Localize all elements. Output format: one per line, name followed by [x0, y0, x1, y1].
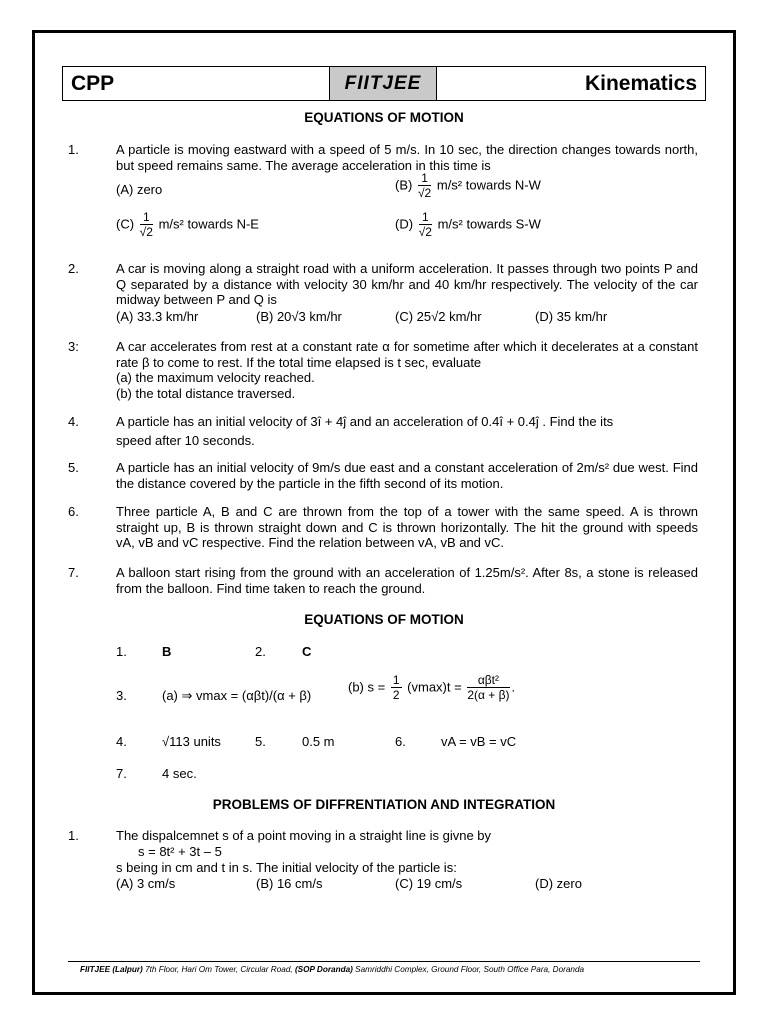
q2-text: A car is moving along a straight road with a uniform acceleration. It passes through two points P and Q separated by a distance with velocity 30 km/hr and 40 km/hr respectively. The velocity of the car midway between P and Q is	[116, 261, 698, 307]
q4-number: 4.	[68, 414, 79, 429]
q2-number: 2.	[68, 261, 79, 276]
ans-5-number: 5.	[255, 734, 266, 749]
q3-number: 3:	[68, 339, 79, 354]
header-topic: Kinematics	[584, 71, 697, 95]
ans-7-number: 7.	[116, 766, 127, 781]
q1-option-c: (C) $\frac{1}{√2}$ m/s² towards N-E	[116, 210, 259, 239]
p1-number: 1.	[68, 828, 79, 843]
ans-2-value: C	[302, 644, 312, 659]
section-title-2: EQUATIONS OF MOTION	[304, 612, 464, 627]
footer-brand: FIITJEE	[80, 965, 111, 974]
q2-option-a: (A) 33.3 km/hr	[116, 309, 199, 324]
q3-part-b: (b) the total distance traversed.	[116, 386, 296, 401]
q3-part-a: (a) the maximum velocity reached.	[116, 370, 315, 385]
ans-3-part-b: (b) s = $\frac{1}{2}$ (vmax)t = $\frac{\text{αβt²}}{2(\alpha + \beta)}$ .	[348, 673, 516, 702]
p1-text: The dispalcemnet s of a point moving in a straight line is givne by	[116, 828, 492, 843]
ans-2-number: 2.	[255, 644, 266, 659]
p1-option-d: (D) zero	[535, 876, 582, 891]
section-title-1: EQUATIONS OF MOTION	[304, 110, 464, 125]
q1-option-d: (D) $\frac{1}{√2}$ m/s² towards S-W	[395, 210, 541, 239]
footer-divider	[68, 961, 700, 962]
ans-4-value: √113 units	[162, 734, 221, 749]
page-header	[62, 66, 706, 101]
ans-4-number: 4.	[116, 734, 127, 749]
ans-6-value: vA = vB = vC	[441, 734, 517, 749]
footer-address: FIITJEE (Lalpur) 7th Floor, Hari Om Tower, Circular Road, (SOP Doranda) Samriddhi Complex, Ground Floor, South Office Para, Doranda	[80, 965, 585, 974]
q2-option-d: (D) 35 km/hr	[535, 309, 608, 324]
q1-text: A particle is moving eastward with a speed of 5 m/s. In 10 sec, the direction changes towards north, but speed remains same. The average acceleration in this time is	[116, 142, 698, 173]
q4-text-line2: speed after 10 seconds.	[116, 433, 255, 448]
q4-text-line1: A particle has an initial velocity of 3î + 4ĵ and an acceleration of 0.4î + 0.4ĵ . Find the its	[116, 414, 614, 429]
q5-number: 5.	[68, 460, 79, 475]
q6-text: Three particle A, B and C are thrown from the top of a tower with the same speed. A is thrown straight up, B is thrown straight down and C is thrown horizontally. The hit the ground with speeds vA, vB and vC respective. Find the relation between vA, vB and vC.	[116, 504, 698, 550]
q7-text: A balloon start rising from the ground with an acceleration of 1.25m/s². After 8s, a stone is released from the balloon. Find time taken to reach the ground.	[116, 565, 698, 596]
q1-option-a: (A) zero	[116, 182, 163, 197]
header-cpp: CPP	[71, 71, 115, 95]
p1-equation: s = 8t² + 3t – 5	[138, 844, 222, 859]
ans-5-value: 0.5 m	[302, 734, 335, 749]
ans-1-number: 1.	[116, 644, 127, 659]
ans-1-value: B	[162, 644, 172, 659]
ans-6-number: 6.	[395, 734, 406, 749]
p1-option-a: (A) 3 cm/s	[116, 876, 176, 891]
p1-text-2: s being in cm and t in s. The initial velocity of the particle is:	[116, 860, 457, 875]
q7-number: 7.	[68, 565, 79, 580]
q2-option-b: (B) 20√3 km/hr	[256, 309, 342, 324]
p1-option-c: (C) 19 cm/s	[395, 876, 463, 891]
q6-number: 6.	[68, 504, 79, 519]
q3-text: A car accelerates from rest at a constant rate α for sometime after which it decelerates at a constant rate β to come to rest. If the total time elapsed is t sec, evaluate	[116, 339, 698, 370]
q1-number: 1.	[68, 142, 79, 157]
q1-option-b: (B) $\frac{1}{√2}$ m/s² towards N-W	[395, 171, 541, 200]
ans-3-number: 3.	[116, 688, 127, 703]
p1-option-b: (B) 16 cm/s	[256, 876, 323, 891]
ans-7-value: 4 sec.	[162, 766, 197, 781]
ans-3-part-a: (a) ⇒ vmax = (αβt)/(α + β)	[162, 688, 312, 703]
q2-option-c: (C) 25√2 km/hr	[395, 309, 482, 324]
header-logo: FIITJEE	[329, 67, 437, 100]
q5-text: A particle has an initial velocity of 9m/s due east and a constant acceleration of 2m/s² due west. Find the distance covered by the particle in the fifth second of its motion.	[116, 460, 698, 491]
section-title-3: PROBLEMS OF DIFFRENTIATION AND INTEGRATION	[212, 797, 556, 812]
